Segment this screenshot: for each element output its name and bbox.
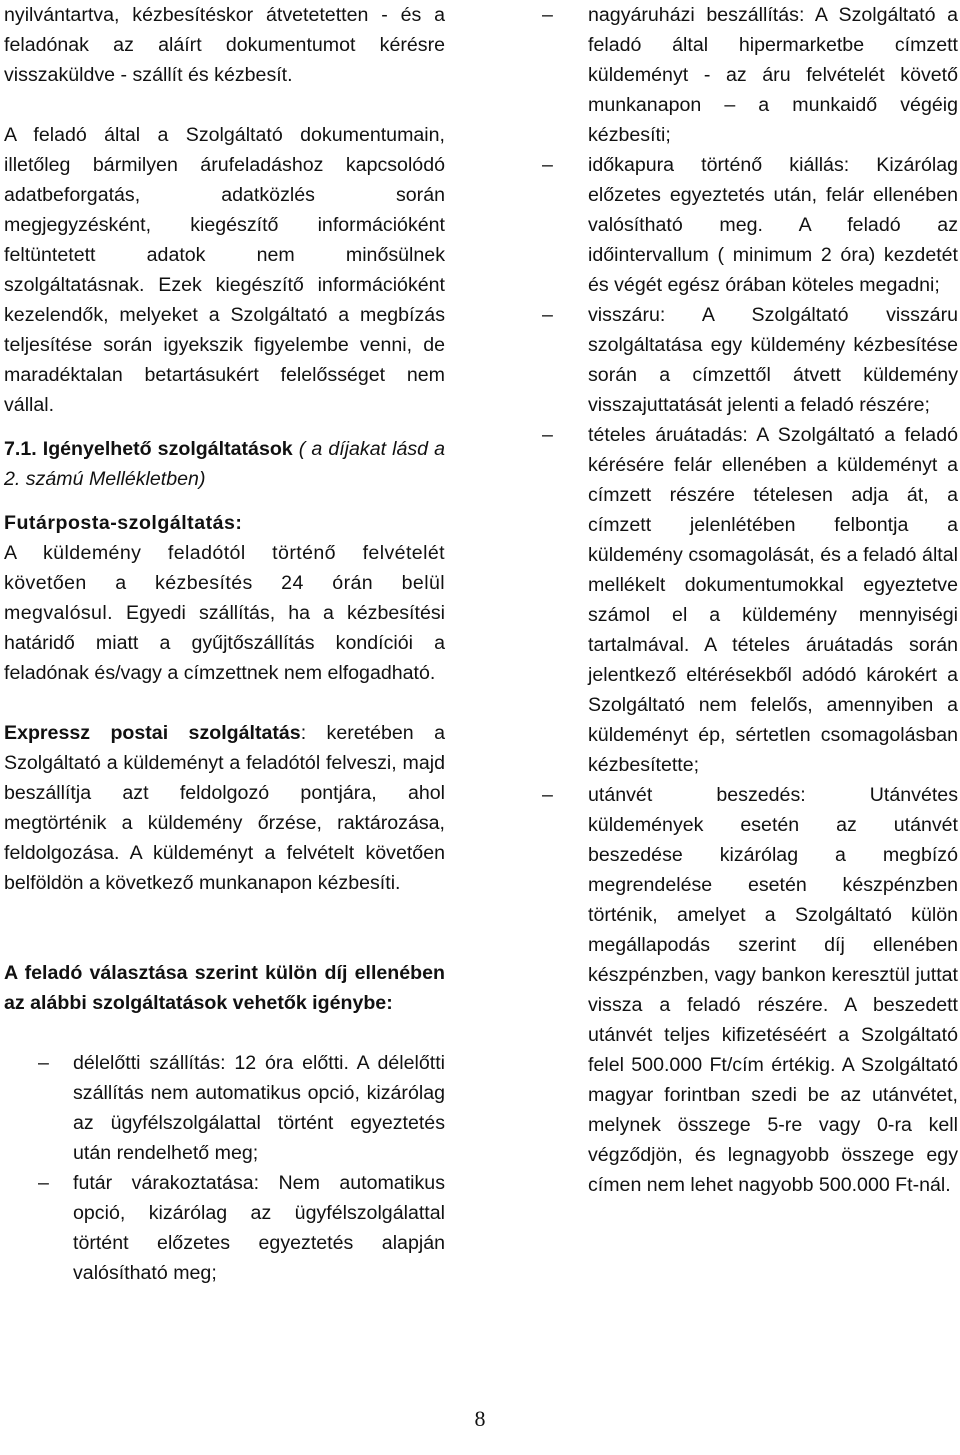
list-item-text: futár várakoztatása: Nem automatikus opció, kizárólag az ügyfélszolgálattal történt előzetes egyeztetés alapján valósítható meg;: [73, 1172, 445, 1284]
futar-text: A küldemény feladótól történő felvételét követően a kézbesítés 24 órán belül megvalósul.: [4, 542, 445, 624]
intro-paragraph: nyilvántartva, kézbesítéskor átvetetetten - és a feladónak az aláírt dokumentumot kérésre visszaküldve - szállít és kézbesít.: [4, 4, 445, 86]
dash-marker: –: [542, 4, 553, 26]
section-number: 7.1.: [4, 438, 37, 460]
express-paragraph: [4, 718, 445, 898]
dash-marker: –: [542, 784, 553, 806]
right-column: [540, 0, 958, 1200]
dash-marker: –: [542, 304, 553, 326]
list-item-text: nagyáruházi beszállítás: A Szolgáltató a feladó által hipermarketbe címzett küldeményt - az áru felvételét követő munkanapon – a munkaidő végéig kézbesíti;: [588, 4, 958, 146]
section-title: Igényelhető szolgáltatások: [42, 438, 293, 460]
futar-heading: Futárposta-szolgáltatás:: [4, 512, 243, 534]
list-item: [540, 150, 958, 300]
dash-marker: –: [38, 1172, 49, 1194]
list-item-text: utánvét beszedés: Utánvétes küldemények esetén az utánvét beszedése kizárólag a megbízó megrendelése esetén készpénzben történik, amelyet a Szolgáltató külön megállapodás szerint díj ellenében készpénzben, vagy bankon keresztül juttat vissza a feladó részére. A beszedett utánvét teljes kifizetéséért a Szolgáltató felel 500.000 Ft/cím értékig. A Szolgáltató magyar forintban szedi be az utánvétet, melynek összege 5-re vagy 0-ra kell végződjön, és legnagyobb összege egy címen nem lehet nagyobb 500.000 Ft-nál.: [588, 784, 958, 1196]
list-item-text: időkapura történő kiállás: Kizárólag előzetes egyeztetés után, felár ellenében valósítható meg. A feladó az időintervallum ( minimum 2 óra) kezdetét és végét egész órában köteles megadni;: [588, 154, 958, 296]
dash-marker: –: [542, 424, 553, 446]
express-heading: Expressz postai szolgáltatás: [4, 722, 301, 744]
left-service-list: [4, 1048, 445, 1288]
notes-paragraph: A feladó által a Szolgáltató dokumentumain, illetőleg bármilyen árufeladáshoz kapcsolódó adatbeforgatás, adatközlés során megjegyzésként, kiegészítő információként feltüntetett adatok nem minősülnek szolgáltatásnak. Ezek kiegészítő információként kezelendők, melyeket a Szolgáltató a megbízás teljesítése során igyekszik figyelembe venni, de maradéktalan betartásukért felelősséget nem vállal.: [4, 124, 445, 416]
futar-text-2: Egyedi szállítás, ha a kézbesítési határidő miatt a gyűjtőszállítás kondíciói a feladónak és/vagy a címzettnek nem elfogadható.: [4, 602, 445, 684]
right-service-list: [540, 0, 958, 1200]
list-item: [4, 1168, 445, 1288]
list-item: [540, 300, 958, 420]
list-item: [540, 780, 958, 1200]
dash-marker: –: [38, 1052, 49, 1074]
section-note: ( a díjakat lásd a 2. számú Mellékletben): [4, 438, 445, 490]
section-heading: [4, 434, 445, 494]
list-item-text: visszáru: A Szolgáltató visszáru szolgáltatása egy küldemény kézbesítése során a címzettől átvett küldemény visszajuttatását jelenti a feladó részére;: [588, 304, 958, 416]
dash-marker: –: [542, 154, 553, 176]
page-number: 8: [474, 1406, 486, 1431]
extra-services-heading: A feladó választása szerint külön díj ellenében az alábbi szolgáltatások vehetők igénybe:: [4, 962, 445, 1014]
list-item: [4, 1048, 445, 1168]
list-item-text: tételes áruátadás: A Szolgáltató a feladó kérésére felár ellenében a küldeményt a címzett részére tételesen adja át, a címzett jelenlétében felbontja a küldemény csomagolását, és a feladó által mellékelt dokumentumokkal egyeztetve számol el a küldemény mennyiségi tartalmával. A tételes áruátadás során jelentkező eltérésekből adódó károkért a Szolgáltató nem felelős, amennyiben a küldeményt ép, sértetlen csomagolásban kézbesítette;: [588, 424, 958, 776]
list-item-text: délelőtti szállítás: 12 óra előtti. A délelőtti szállítás nem automatikus opció, kizárólag az ügyfélszolgálattal történt egyeztetés után rendelhető meg;: [73, 1052, 445, 1164]
left-column: [4, 0, 445, 1288]
list-item: [540, 0, 958, 150]
express-text: : keretében a Szolgáltató a küldeményt a feladótól felveszi, majd beszállítja azt feldolgozó pontjára, ahol megtörténik a küldemény őrzése, raktározása, feldolgozása. A küldeményt a felvételt követően belföldön a következő munkanapon kézbesíti.: [4, 722, 445, 894]
futar-paragraph: [4, 538, 445, 688]
list-item: [540, 420, 958, 780]
